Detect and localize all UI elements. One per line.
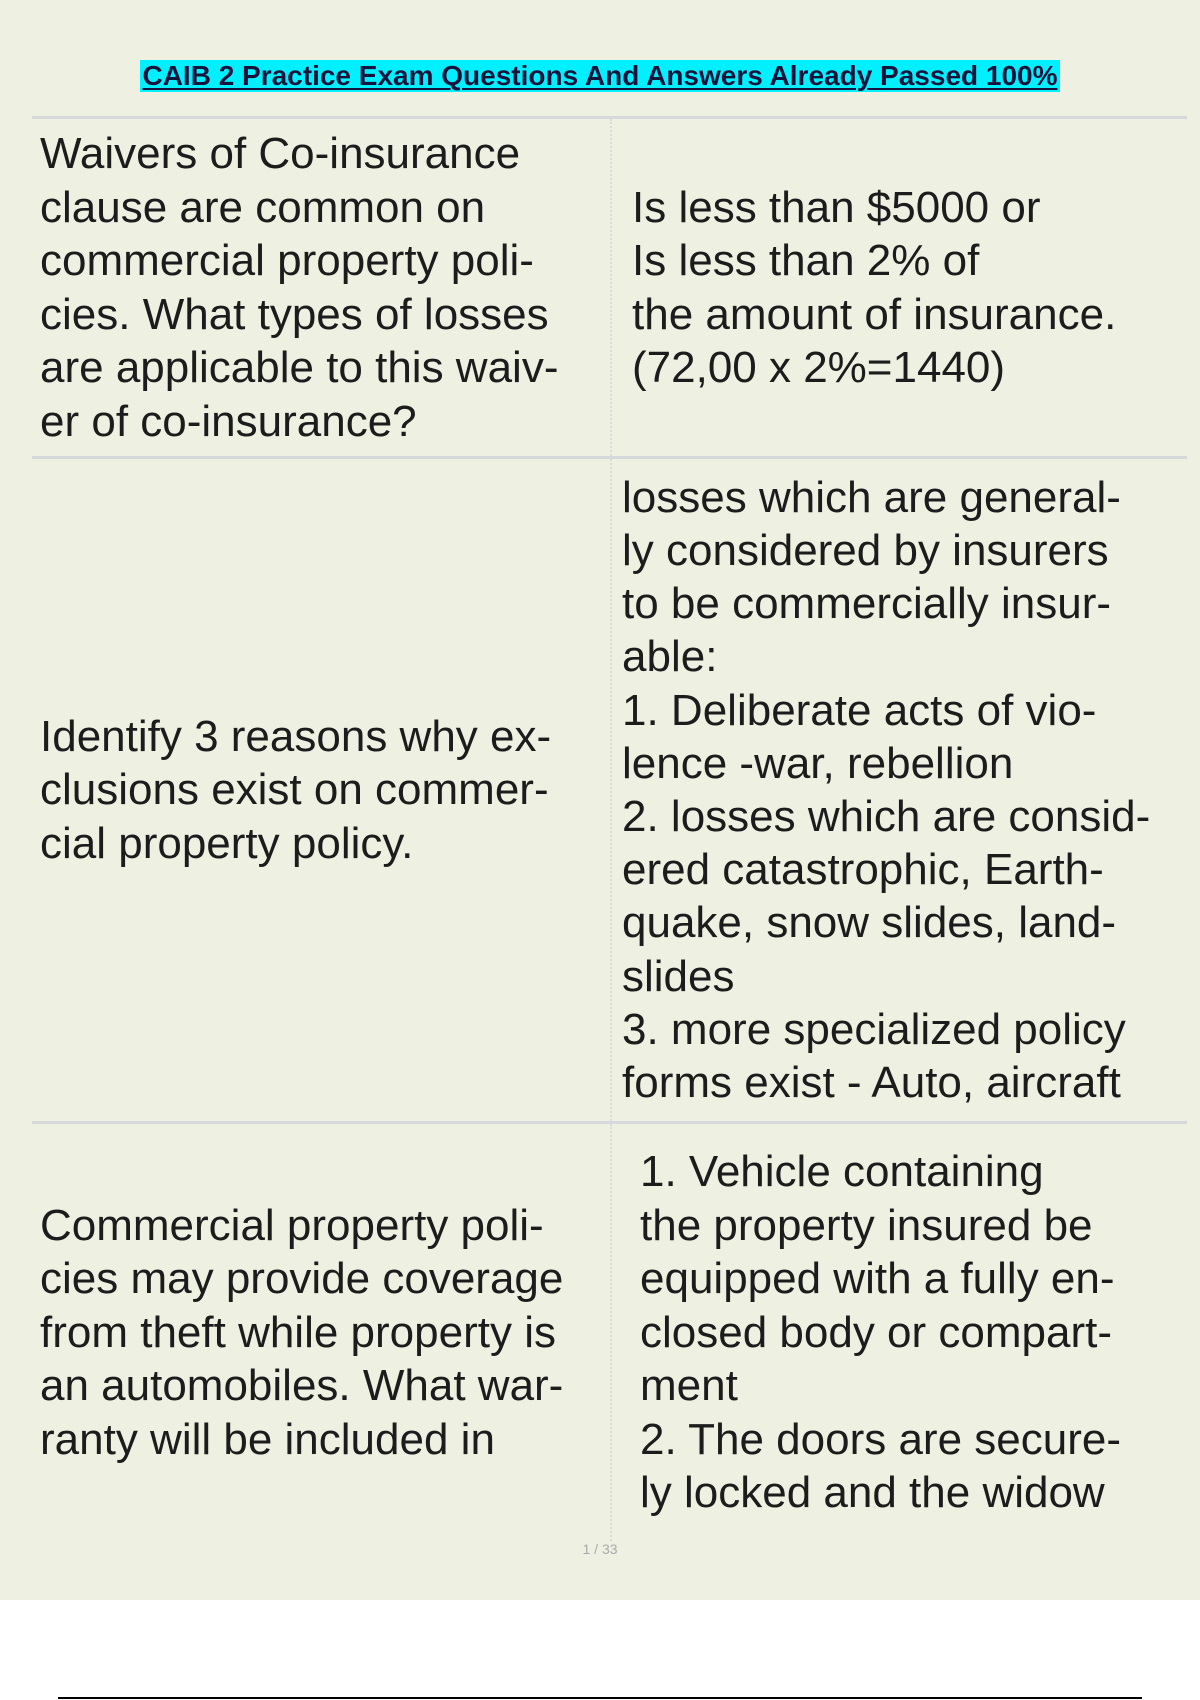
flashcard-term: Waivers of Co-insurance clause are common on commercial property poli- cies. What types of losses are applicable to this waiv- er of co-insurance? (32, 119, 612, 456)
flashcard-list (32, 116, 1187, 1541)
flashcard-term: Commercial property poli- cies may provide coverage from theft while property is an automobiles. What war- ranty will be included in (32, 1124, 612, 1541)
flashcard (32, 456, 1187, 1121)
document-header (0, 60, 1200, 92)
page-divider (58, 1697, 1142, 1699)
flashcard-definition: 1. Vehicle containing the property insured be equipped with a fully en- closed body or compart- ment 2. The doors are secure- ly locked and the widow (640, 1147, 1121, 1518)
flashcard (32, 1121, 1187, 1541)
page-indicator: 1 / 33 (582, 1541, 618, 1557)
document-title: CAIB 2 Practice Exam Questions And Answers Already Passed 100% (142, 60, 1058, 91)
flashcard (32, 116, 1187, 456)
flashcard-definition: Is less than $5000 or Is less than 2% of the amount of insurance. (72,00 x 2%=1440) (632, 182, 1117, 392)
flashcard-definition: losses which are general- ly considered by insurers to be commercially insur- able: 1. Deliberate acts of vio- lence -war, rebellion 2. losses which are consid- ered catastrophic, Earth- quake, snow slides, land- slides 3. more specialized policy forms exist - Auto, aircraft (622, 472, 1151, 1108)
flashcard-term: Identify 3 reasons why ex- clusions exist on commer- cial property policy. (32, 459, 612, 1121)
